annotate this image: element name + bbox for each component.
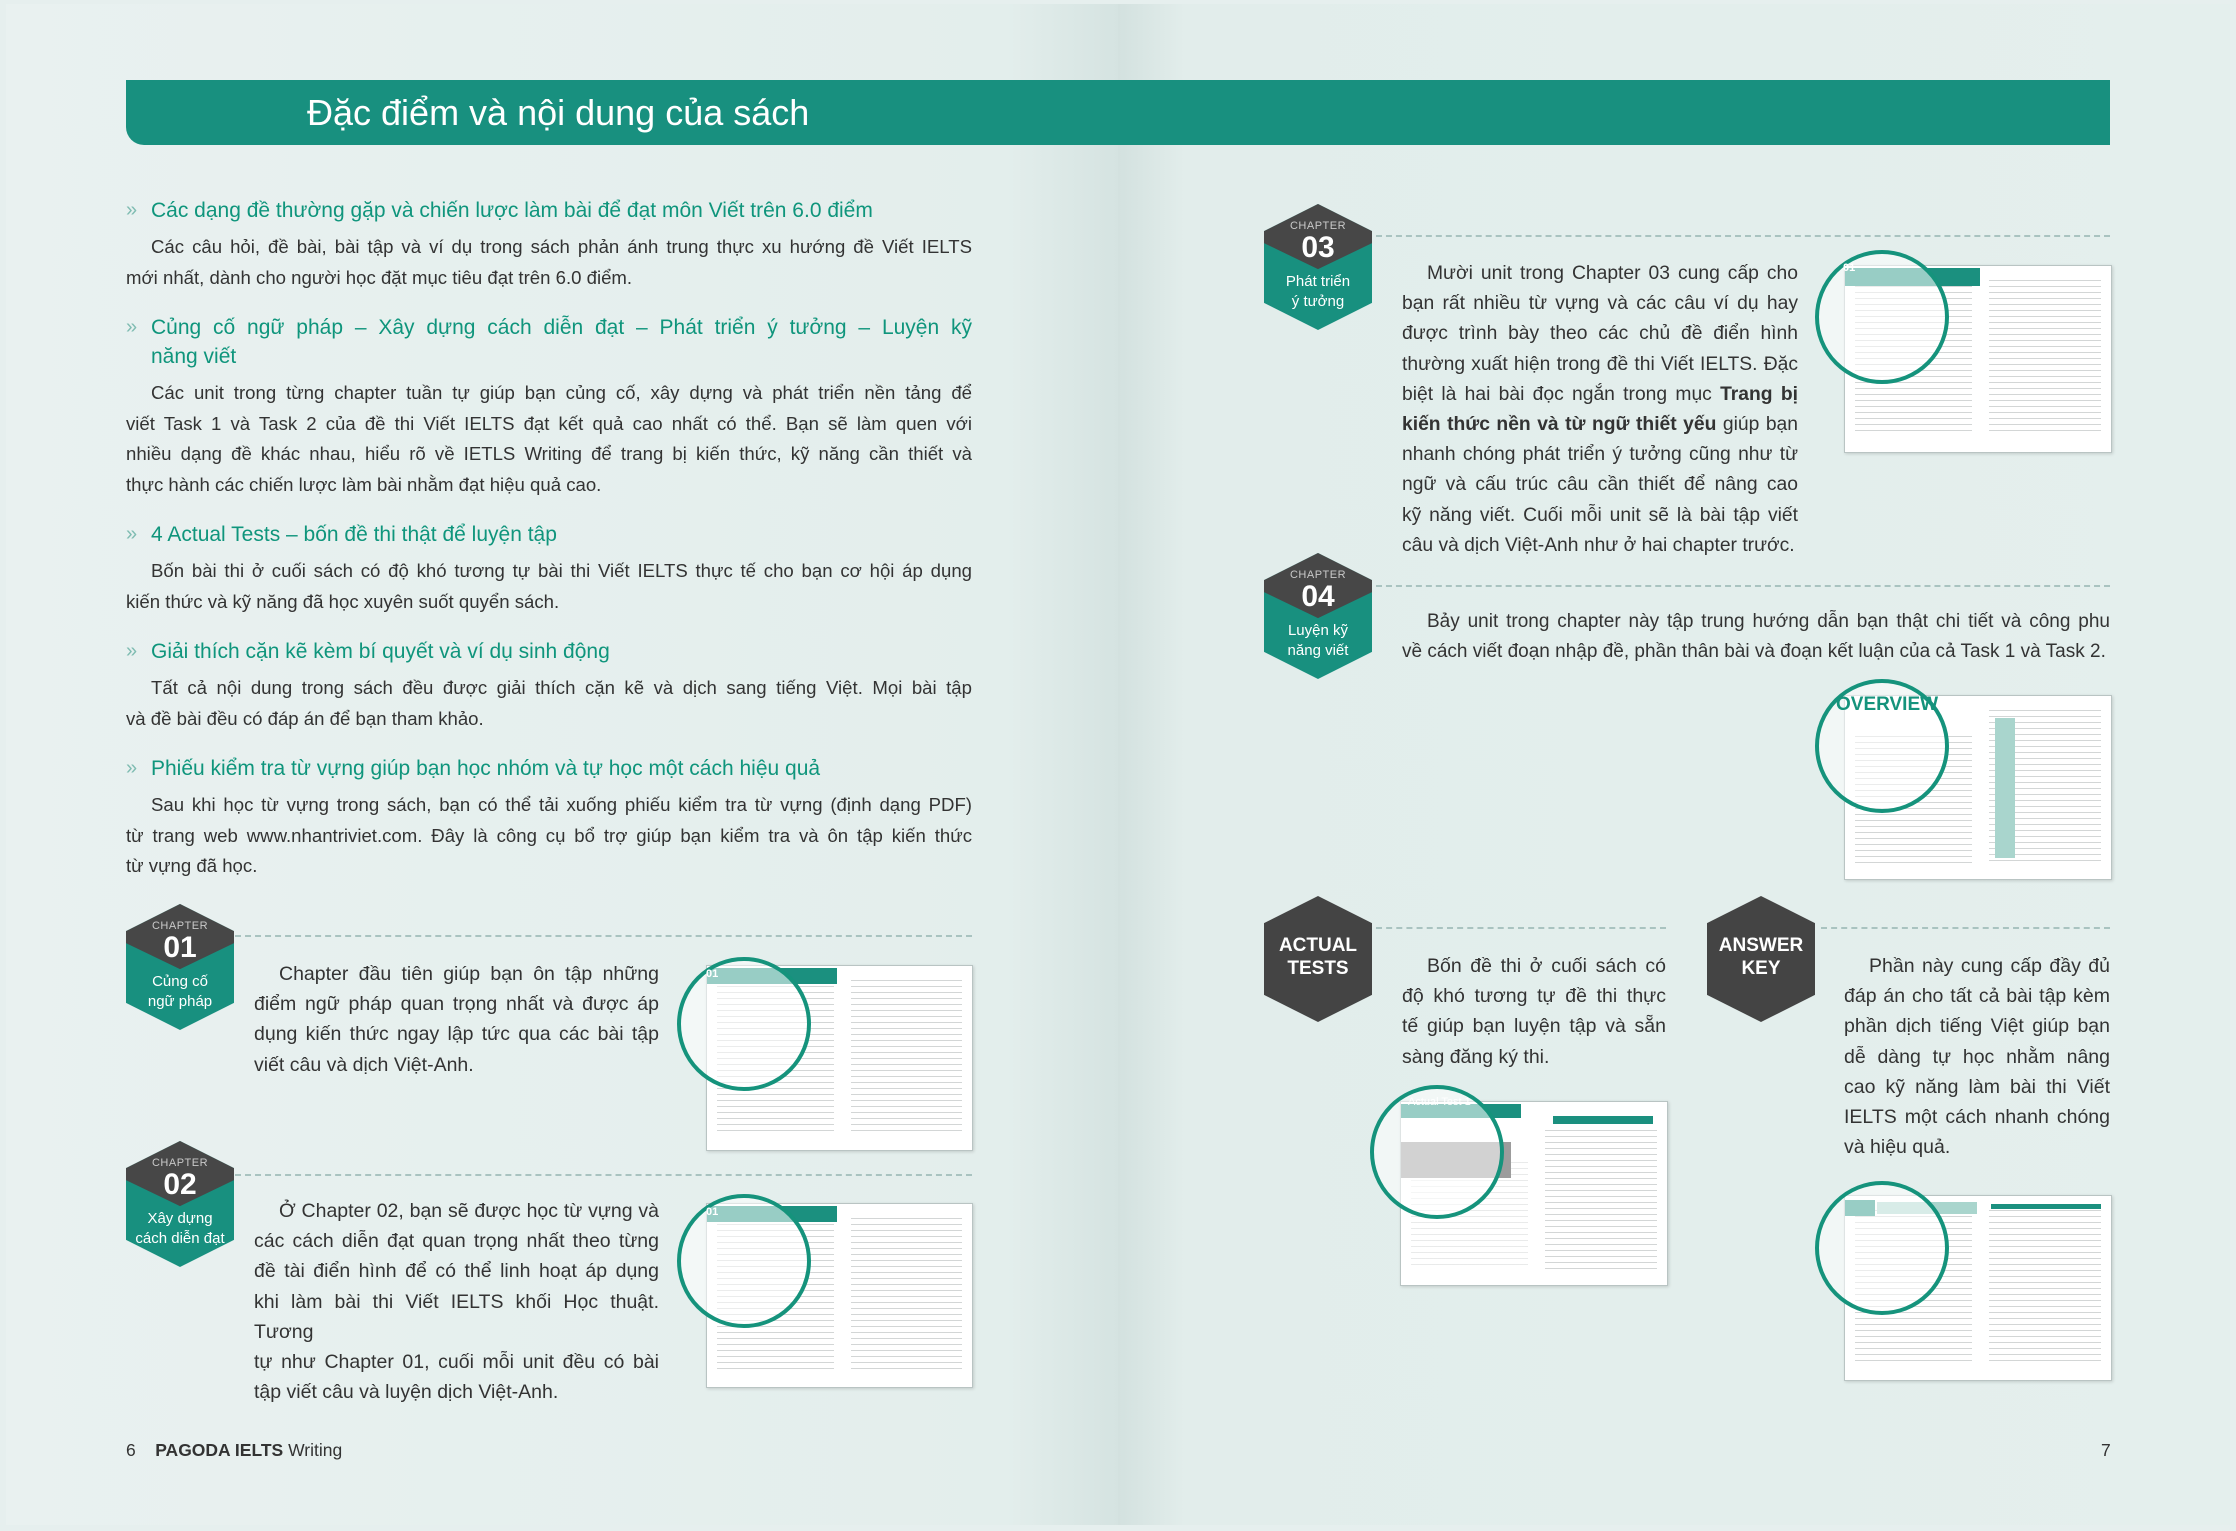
answer-key-badge [1707, 896, 1815, 1022]
feature-section [126, 637, 972, 734]
text-line: và đề bài đều có đáp án để bạn tham khảo. [126, 707, 484, 729]
dotted-divider [235, 1174, 972, 1176]
text-line: về cách viết đoạn nhập đề, phần thân bài và đoạn kết luận của cả Task 1 và Task 2. [1402, 641, 2106, 663]
text-line: Chapter đầu tiên giúp bạn ôn tập những [279, 963, 659, 985]
text-run: được trình bày theo các chủ đề điển hình [1402, 323, 1798, 345]
text-line: Củng cố ngữ pháp – Xây dựng cách diễn đạt – Phát triển ý tưởng – Luyện kỹ [151, 316, 972, 339]
text-line: Phiếu kiểm tra từ vựng giúp bạn học nhóm và tự học một cách hiệu quả [151, 757, 821, 780]
text-line: thực hành các chiến lược làm bài nhằm đạt hiệu quả cao. [126, 473, 602, 495]
text-line: Giải thích cặn kẽ kèm bí quyết và ví dụ sinh động [151, 640, 610, 663]
text-line: Các unit trong từng chapter tuần tự giúp bạn củng cố, xây dựng và phát triển nền tảng để [151, 382, 972, 403]
text-line: Các câu hỏi, đề bài, bài tập và ví dụ trong sách phản ánh trung thực xu hướng đề Viết IELTS [151, 236, 972, 257]
feature-list [126, 196, 972, 882]
dotted-divider [1376, 585, 2110, 587]
magnifier-circle [677, 957, 811, 1091]
feature-section [126, 520, 972, 617]
text-line [1402, 380, 1798, 410]
chapter-01-badge [126, 904, 234, 1030]
chapter-label: Phát triển ý tưởng [1285, 273, 1351, 310]
chapter-number: 01 [163, 931, 197, 964]
text-line: khi làm bài thi Viết IELTS khối Học thuật. Tương [254, 1290, 659, 1343]
page-title: Đặc điểm và nội dung của sách [307, 92, 810, 133]
magnifier-circle [677, 1194, 811, 1328]
text-line: Phần này cung cấp đầy đủ [1869, 955, 2110, 977]
chapter-caption: CHAPTER [1289, 220, 1347, 232]
dotted-divider [1376, 927, 1666, 929]
chapter-label: Luyện kỹ năng viết [1287, 622, 1349, 659]
text-line: từ trang web www.nhantriviet.com. Đây là công cụ bổ trợ giúp bạn kiểm tra và ôn tập kiến thức [126, 824, 972, 846]
text-run: câu và dịch Việt-Anh như ở hai chapter trước. [1402, 534, 1795, 556]
text-run: giúp bạn [1716, 414, 1798, 436]
badge-label: ACTUAL TESTS [1278, 935, 1358, 979]
feature-heading [126, 637, 972, 666]
double-chevron-icon: » [126, 199, 138, 221]
left-page-footer [126, 1440, 342, 1461]
chapter-caption: CHAPTER [151, 1157, 209, 1169]
actual-tests-badge [1264, 896, 1372, 1022]
text-line: dụng kiến thức ngay lập tức qua các bài tập [254, 1023, 659, 1046]
page-number: 7 [2101, 1440, 2111, 1460]
text-run: ngữ và cấu trúc câu cần thiết để nâng cao [1402, 474, 1798, 496]
text-run: thường xuất hiện trong đề thi Viết IELTS. Đặc [1402, 353, 1798, 375]
feature-body [126, 378, 972, 500]
text-line: Bảy unit trong chapter này tập trung hướng dẫn bạn thật chi tiết và công phu [1427, 611, 2110, 632]
text-line: từ vựng đã học. [126, 855, 258, 876]
text-line: nhiều dạng đề khác nhau, hiểu rõ về IETLS Writing để trang bị kiến thức, kỹ năng cần thiết và [126, 443, 972, 464]
chapter-01-description [254, 959, 659, 1080]
text-line: đề tài điển hình để có thể linh hoạt áp dụng [254, 1260, 659, 1283]
text-line: dễ dàng tự học nhằm nâng [1844, 1045, 2110, 1068]
text-run: kỹ năng viết. Cuối mỗi unit sẽ là bài tập viết [1402, 504, 1798, 526]
feature-heading [126, 196, 972, 225]
text-line: đáp án cho tất cả bài tập kèm [1844, 985, 2110, 1008]
text-line [1402, 470, 1798, 500]
text-line: các cách diễn đạt quan trọng nhất theo từng [254, 1230, 659, 1253]
chapter-caption: CHAPTER [1289, 569, 1347, 581]
text-line: Ở Chapter 02, bạn sẽ được học từ vựng và [279, 1200, 659, 1222]
text-line [1402, 319, 1798, 349]
chapter-03-badge [1264, 204, 1372, 330]
text-line [1402, 410, 1798, 440]
text-line: Bốn đề thi ở cuối sách có [1427, 955, 1666, 977]
text-line: phần dịch tiếng Việt giúp bạn [1844, 1015, 2110, 1038]
text-line: Bốn bài thi ở cuối sách có độ khó tương tự bài thi Viết IELTS thực tế cho bạn cơ hội áp dụng [151, 560, 972, 581]
chapter-label: Củng cố ngữ pháp [147, 973, 213, 1010]
double-chevron-icon: » [126, 640, 138, 662]
text-line: sàng đăng ký thi. [1402, 1045, 1550, 1068]
book-subject: Writing [288, 1440, 343, 1460]
badge-label: ANSWER KEY [1718, 935, 1804, 979]
text-line: và hiệu quả. [1844, 1136, 1951, 1159]
text-line: tự như Chapter 01, cuối mỗi unit đều có bài [254, 1351, 659, 1374]
chapter-number: 03 [1301, 231, 1335, 264]
text-line: tập viết câu và luyện dịch Việt-Anh. [254, 1381, 559, 1404]
title-banner [126, 80, 2110, 145]
text-line: điểm ngữ pháp quan trọng nhất và được áp [254, 993, 659, 1016]
double-chevron-icon: » [126, 523, 138, 545]
feature-body [126, 790, 972, 882]
text-line: cao kỹ năng làm bài thi Viết [1844, 1075, 2110, 1098]
double-chevron-icon: » [126, 316, 138, 338]
text-run: nhanh chóng phát triển ý tưởng cũng như từ [1402, 444, 1798, 466]
text-run: biệt là hai bài đọc ngắn trong mục [1402, 383, 1721, 405]
feature-heading [126, 520, 972, 549]
text-line [1402, 531, 1798, 561]
chapter-04-description [1402, 607, 2110, 667]
text-line: Các dạng đề thường gặp và chiến lược làm bài để đạt môn Viết trên 6.0 điểm [151, 199, 873, 222]
feature-body [126, 232, 972, 293]
text-line [1402, 501, 1798, 531]
thumb-overview-label: OVERVIEW [1836, 694, 1939, 715]
text-line: Sau khi học từ vựng trong sách, bạn có thể tải xuống phiếu kiểm tra từ vựng (định dạng PDF) [151, 794, 972, 815]
answer-key-description [1844, 951, 2110, 1162]
chapter-label: Xây dựng cách diễn đạt [135, 1210, 225, 1247]
thumb-unit-label: 01 [706, 1206, 719, 1218]
text-line: viết câu và dịch Việt-Anh. [254, 1053, 474, 1076]
magnifier-circle [1815, 250, 1949, 384]
feature-section [126, 313, 972, 500]
text-line: độ khó tương tự đề thi thực [1402, 985, 1666, 1008]
text-line: IELTS một cách nhanh chóng [1844, 1106, 2110, 1129]
thumb-test-label: Actual Test 1 [1408, 1096, 1471, 1108]
chapter-number: 02 [163, 1168, 197, 1201]
chapter-02-description [254, 1196, 659, 1407]
text-line [1402, 350, 1798, 380]
text-line: mới nhất, dành cho người học đặt mục tiêu đạt trên 6.0 điểm. [126, 266, 633, 288]
text-line [1402, 289, 1798, 319]
dotted-divider [1376, 235, 2110, 237]
feature-heading [126, 313, 972, 371]
dotted-divider [235, 935, 972, 937]
feature-body [126, 556, 972, 617]
page-number: 6 [126, 1440, 136, 1460]
dotted-divider [1821, 927, 2110, 929]
chapter-04-badge [1264, 553, 1372, 679]
text-line [1402, 440, 1798, 470]
text-line: Tất cả nội dung trong sách đều được giải thích cặn kẽ và dịch sang tiếng Việt. Mọi bài tập [151, 677, 972, 698]
chapter-02-badge [126, 1141, 234, 1267]
thumb-unit-label: 01 [1843, 262, 1856, 274]
double-chevron-icon: » [126, 757, 138, 779]
text-line: tế giúp bạn luyện tập và sẵn [1402, 1015, 1666, 1038]
bold-text: kiến thức nền và từ ngữ thiết yếu [1402, 414, 1717, 436]
feature-body [126, 673, 972, 734]
right-page-footer [2101, 1440, 2111, 1461]
chapter-number: 04 [1301, 580, 1335, 613]
magnifier-circle [1815, 1181, 1949, 1315]
feature-section [126, 754, 972, 882]
text-line [1402, 259, 1798, 289]
chapter-caption: CHAPTER [151, 920, 209, 932]
book-brand: PAGODA IELTS [155, 1440, 284, 1460]
text-line: viết Task 1 và Task 2 của đề thi Viết IELTS đạt kết quả cao nhất có thể. Bạn sẽ làm quen với [126, 412, 972, 434]
thumb-unit-label: 01 [706, 968, 719, 980]
actual-tests-description [1402, 951, 1666, 1072]
text-line: năng viết [151, 345, 237, 368]
chapter-03-description [1402, 259, 1798, 561]
text-run: bạn rất nhiều từ vựng và các câu ví dụ hay [1402, 293, 1798, 315]
text-line: 4 Actual Tests – bốn đề thi thật để luyện tập [151, 523, 557, 546]
bold-text: Trang bị [1720, 383, 1798, 405]
text-line: kiến thức và kỹ năng đã học xuyên suốt quyển sách. [126, 590, 560, 612]
feature-heading [126, 754, 972, 783]
feature-section [126, 196, 972, 293]
text-run: Mười unit trong Chapter 03 cung cấp cho [1427, 263, 1798, 284]
